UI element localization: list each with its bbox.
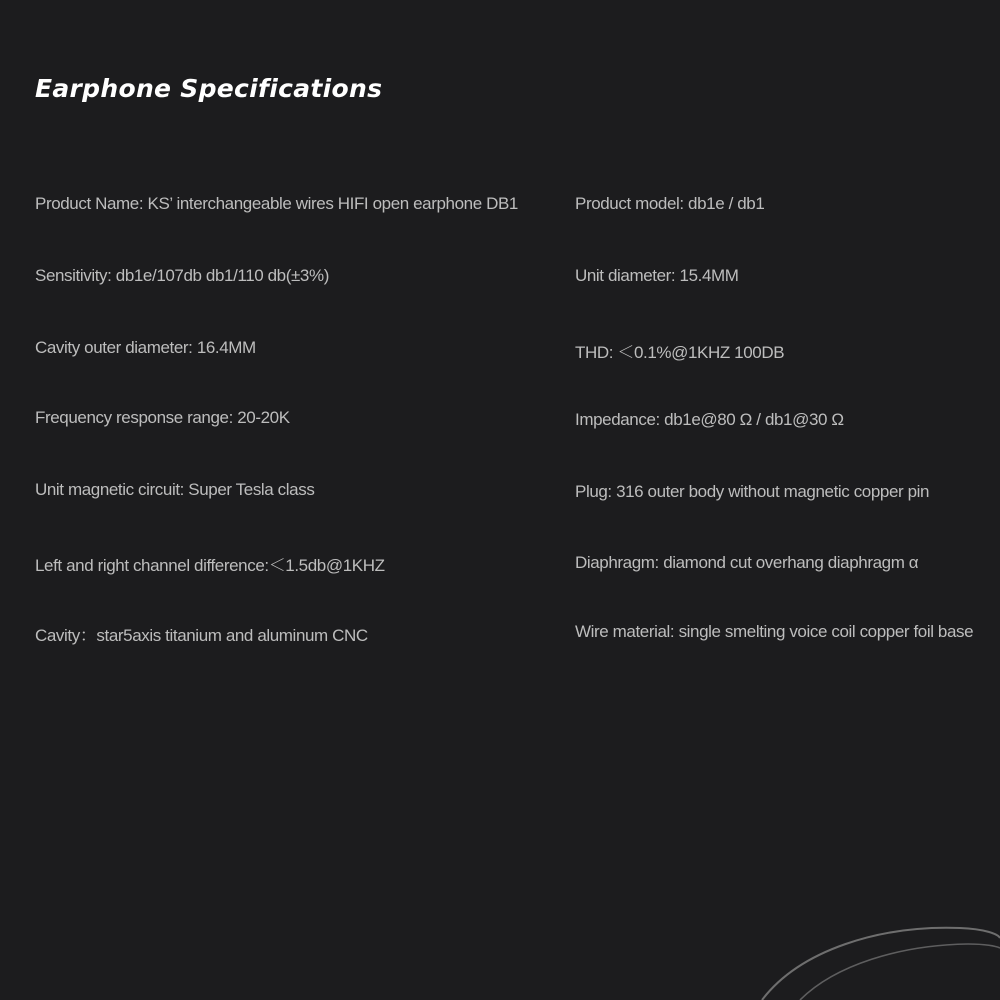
spec-plug: Plug: 316 outer body without magnetic copper pin — [575, 482, 930, 501]
spec-impedance: Impedance: db1e@80 Ω / db1@30 Ω — [575, 410, 844, 429]
spec-wire-material: Wire material: single smelting voice coil copper foil base — [575, 622, 974, 641]
spec-magnetic-circuit: Unit magnetic circuit: Super Tesla class — [35, 480, 315, 499]
spec-diaphragm: Diaphragm: diamond cut overhang diaphragm α — [575, 553, 919, 572]
spec-cavity-outer-diameter: Cavity outer diameter: 16.4MM — [35, 338, 256, 357]
spec-frequency-response: Frequency response range: 20-20K — [35, 408, 290, 427]
spec-channel-difference: Left and right channel difference:＜1.5db@1KHZ — [35, 556, 385, 575]
spec-unit-diameter: Unit diameter: 15.4MM — [575, 266, 739, 285]
spec-thd: THD: ＜0.1%@1KHZ 100DB — [575, 343, 785, 362]
spec-cavity: Cavity：star5axis titanium and aluminum CNC — [35, 626, 368, 645]
spec-product-model: Product model: db1e / db1 — [575, 194, 765, 213]
spec-sensitivity: Sensitivity: db1e/107db db1/110 db(±3%) — [35, 266, 329, 285]
spec-product-name: Product Name: KS’ interchangeable wires HIFI open earphone DB1 — [35, 194, 518, 213]
page-title: Earphone Specifications — [35, 74, 383, 103]
